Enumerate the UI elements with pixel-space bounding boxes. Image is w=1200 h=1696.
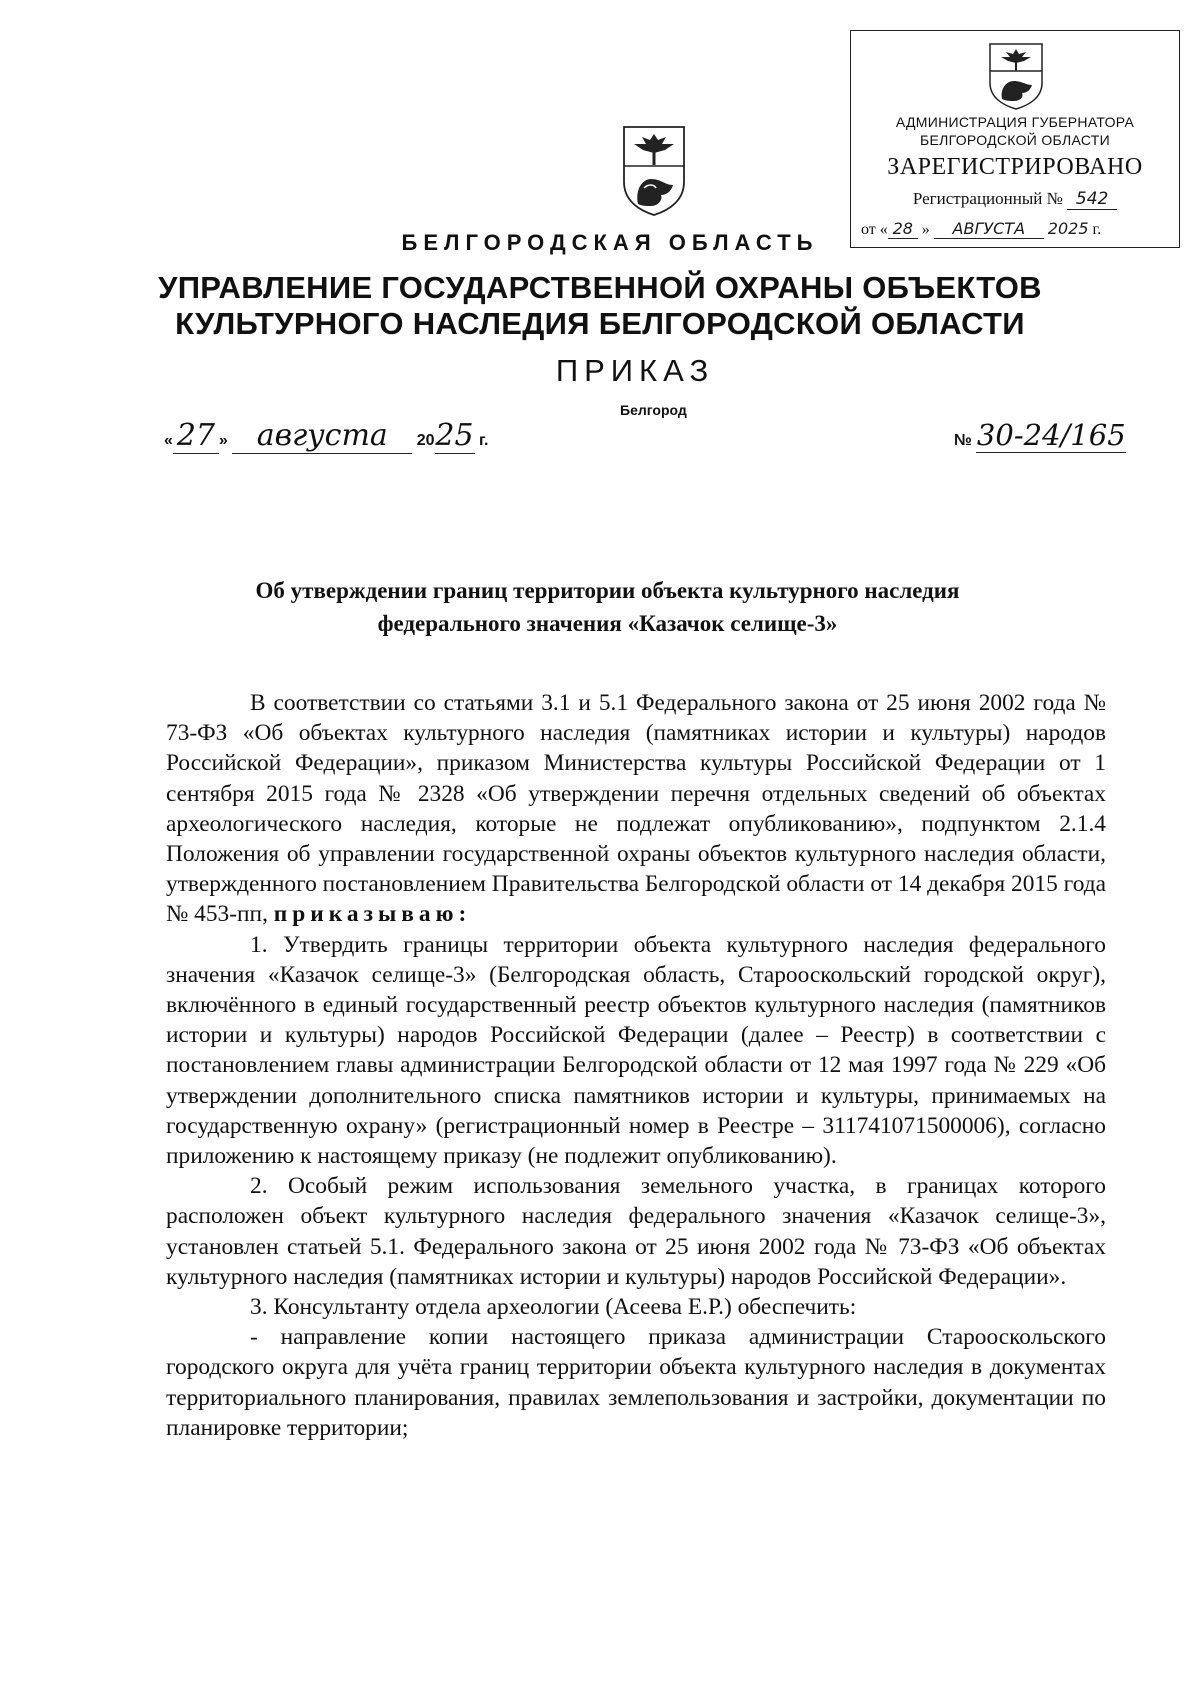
document-type: ПРИКАЗ [555,353,715,388]
city-label: Белгород [620,402,687,418]
stamp-date-suffix: г. [1092,221,1102,238]
item-1-paragraph: 1. Утвердить границы территории объекта культурного наследия федерального значения «Казачок селище-3» (Белгородская область, Старооскольский городской округ), включённого в единый государственный реестр объектов культурного наследия (памятников истории и культуры) народов Российской Федерации (далее – Реестр) в соответствии с постановлением главы администрации Белгородской области от 12 мая 1997 года № 229 «Об утверждении дополнительного списка памятников истории и культуры, принимаемых на государственную охрану» (регистрационный номер в Реестре – 311741071500006), согласно приложению к настоящему приказу (не подлежит опубликованию). [166,931,1106,1170]
date-year-suffix: 25 [435,418,474,453]
stamp-date-day: 28 [888,219,918,239]
order-date [164,418,544,454]
stamp-date-prefix: от « [861,221,888,238]
stamp-date-mid: » [921,221,930,238]
date-day: 27 [173,418,219,454]
stamp-org-line1: АДМИНИСТРАЦИЯ ГУБЕРНАТОРА [895,114,1135,130]
document-title [165,574,1050,640]
order-number [954,418,1194,453]
title-line2: федерального значения «Казачок селище-3» [377,611,838,636]
date-year-tail: г. [478,432,489,449]
stamp-reg-number: 542 [1067,189,1117,210]
coat-of-arms-icon [986,41,1046,111]
order-number-value: 30-24/165 [976,418,1126,452]
item-3-sub1-paragraph: - направление копии настоящего приказа администрации Старооскольского городского округа для учёта границ территории объекта культурного наследия в документах территориального планирования, правилах землепользования и застройки, документации по планировке территории; [166,1324,1106,1441]
stamp-reg-label: Регистрационный № [912,189,1063,208]
date-quote-open: « [164,432,173,449]
stamp-date-year: 2025 [1047,219,1089,238]
preamble-paragraph [166,688,1106,930]
agency-name-line2: КУЛЬТУРНОГО НАСЛЕДИЯ БЕЛГОРОДСКОЙ ОБЛАСТИ [175,306,1025,341]
document-body [166,688,1106,1443]
item-3-paragraph: 3. Консультанту отдела археологии (Асеева Е.Р.) обеспечить: [250,1294,857,1321]
order-number-label: № [954,432,972,449]
date-year-prefix: 20 [416,432,435,449]
stamp-date-month: АВГУСТА [934,219,1044,239]
preamble-text: В соответствии со статьями 3.1 и 5.1 Федерального закона от 25 июня 2002 года № 73-ФЗ «Об объектах культурного наследия (памятниках истории и культуры) народов Российской Федерации», приказом Министерства культуры Российской Федерации от 1 сентября 2015 года № 2328 «Об утверждении перечня отдельных сведений об объектах археологического наследия, которые не подлежат опубликованию», подпунктом 2.1.4 Положения об управлении государственной охраны объектов культурного наследия области, утвержденного постановлением Правительства Белгородской области от 14 декабря 2015 года № 453-пп, [166,690,1106,928]
region-heading: БЕЛГОРОДСКАЯ ОБЛАСТЬ [401,230,819,255]
item-2-paragraph: 2. Особый режим использования земельного участка, в границах которого расположен объект культурного наследия федерального значения «Казачок селище-3», установлен статьей 5.1. Федерального закона от 25 июня 2002 года № 73-ФЗ «Об объектах культурного наследия (памятниках истории и культуры) народов Российской Федерации». [166,1173,1106,1290]
registration-stamp [850,30,1180,248]
date-quote-close: » [218,432,228,449]
stamp-status: ЗАРЕГИСТРИРОВАНО [887,154,1143,180]
order-word: приказываю: [273,901,472,928]
coat-of-arms-icon [620,124,688,218]
agency-name-line1: УПРАВЛЕНИЕ ГОСУДАРСТВЕННОЙ ОХРАНЫ ОБЪЕКТОВ [158,270,1042,305]
title-line1: Об утверждении границ территории объекта культурного наследия [255,578,960,603]
stamp-org-line2: БЕЛГОРОДСКОЙ ОБЛАСТИ [920,132,1110,148]
date-month: августа [232,418,412,454]
stamp-reg-row [851,189,1179,210]
